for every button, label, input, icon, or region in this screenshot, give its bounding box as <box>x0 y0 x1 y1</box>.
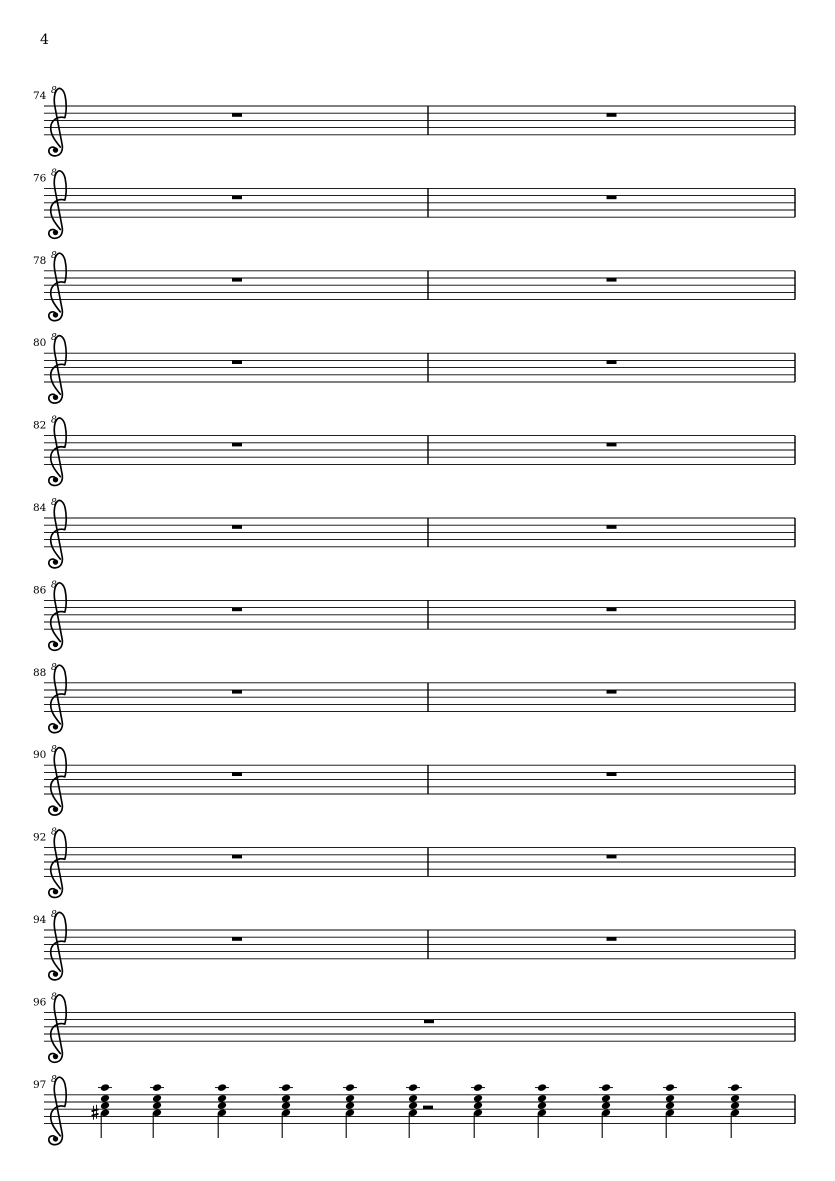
clef-shape <box>49 662 66 732</box>
notehead <box>665 1094 675 1103</box>
chord <box>279 1083 293 1138</box>
measure-number: 76 <box>33 172 47 185</box>
chord <box>92 1083 113 1138</box>
notehead <box>100 1083 110 1092</box>
staff-system <box>33 910 795 980</box>
whole-rest <box>232 278 242 282</box>
notehead <box>665 1083 675 1092</box>
clef-dot <box>53 1136 58 1141</box>
half-rest <box>423 1106 433 1110</box>
whole-rest <box>424 1020 434 1024</box>
whole-rest <box>607 855 617 859</box>
measure-number: 86 <box>33 584 47 597</box>
treble-8va-clef-icon <box>49 415 66 485</box>
notehead <box>537 1083 547 1092</box>
whole-rest <box>232 113 242 117</box>
whole-rest <box>232 196 242 200</box>
whole-rest <box>607 937 617 941</box>
whole-rest <box>232 443 242 447</box>
octave-mark: 8 <box>51 662 57 673</box>
whole-rest <box>232 608 242 612</box>
clef-dot <box>53 807 58 812</box>
clef-shape <box>49 88 66 155</box>
staff-system <box>33 333 795 403</box>
chord <box>471 1083 485 1138</box>
notehead <box>152 1083 162 1092</box>
octave-mark: 8 <box>51 580 57 591</box>
staff-system <box>33 251 795 321</box>
sharp-icon <box>92 1105 99 1120</box>
notehead <box>345 1101 355 1110</box>
treble-8va-clef-icon <box>49 583 66 650</box>
notehead <box>473 1101 483 1110</box>
octave-mark: 8 <box>51 168 57 179</box>
notehead <box>281 1094 291 1103</box>
notehead <box>730 1083 740 1092</box>
whole-rest <box>232 937 242 941</box>
notehead <box>408 1083 418 1092</box>
octave-mark: 8 <box>51 910 57 920</box>
octave-mark: 8 <box>51 333 57 344</box>
clef-dot <box>53 230 58 235</box>
chord <box>343 1083 357 1138</box>
whole-rest <box>607 360 617 364</box>
notehead <box>537 1094 547 1103</box>
notehead <box>730 1094 740 1103</box>
whole-rest <box>607 113 617 117</box>
treble-8va-clef-icon <box>49 995 66 1062</box>
notehead <box>217 1083 227 1092</box>
chord <box>663 1083 677 1138</box>
clef-dot <box>53 312 58 317</box>
clef-dot <box>53 147 58 152</box>
notehead <box>408 1101 418 1110</box>
notehead <box>473 1094 483 1103</box>
notehead <box>281 1083 291 1092</box>
clef-dot <box>53 889 58 894</box>
staff-system <box>33 168 795 238</box>
sharp-stroke <box>92 1114 99 1116</box>
staff-system <box>33 745 795 815</box>
staff-system <box>33 86 795 156</box>
measure-number: 97 <box>33 1078 47 1091</box>
measure-number: 78 <box>33 254 47 267</box>
notehead <box>100 1094 110 1103</box>
notehead <box>100 1101 110 1110</box>
clef-dot <box>53 724 58 729</box>
octave-mark: 8 <box>51 250 57 261</box>
whole-rest <box>232 690 242 694</box>
whole-rest <box>232 360 242 364</box>
octave-mark: 8 <box>51 415 57 426</box>
clef-dot <box>53 1054 58 1059</box>
whole-rest <box>232 525 242 529</box>
treble-8va-clef-icon <box>49 1074 66 1144</box>
whole-rest <box>607 608 617 612</box>
notehead <box>665 1101 675 1110</box>
notehead <box>473 1083 483 1092</box>
whole-rest <box>232 855 242 859</box>
staff-system <box>33 498 795 568</box>
octave-mark: 8 <box>51 498 57 508</box>
octave-mark: 8 <box>51 827 57 838</box>
clef-shape <box>49 336 66 403</box>
treble-8va-clef-icon <box>49 250 66 320</box>
clef-dot <box>53 477 58 482</box>
clef-shape <box>49 415 66 485</box>
whole-rest <box>607 278 617 282</box>
chord <box>535 1083 549 1138</box>
notehead <box>601 1094 611 1103</box>
chord <box>406 1083 420 1138</box>
whole-rest <box>607 196 617 200</box>
clef-shape <box>49 1074 66 1144</box>
clef-shape <box>49 250 66 320</box>
measure-number: 88 <box>33 666 47 679</box>
staff-system <box>33 1075 795 1145</box>
treble-8va-clef-icon <box>49 912 66 979</box>
octave-mark: 8 <box>51 86 57 96</box>
whole-rest <box>607 690 617 694</box>
notehead <box>217 1094 227 1103</box>
measure-number: 94 <box>33 914 47 926</box>
whole-rest <box>607 772 617 776</box>
notehead <box>281 1101 291 1110</box>
measure-number: 96 <box>33 996 47 1009</box>
treble-8va-clef-icon <box>49 336 66 403</box>
notehead <box>345 1094 355 1103</box>
clef-shape <box>49 748 66 815</box>
clef-shape <box>49 912 66 979</box>
notehead <box>152 1101 162 1110</box>
treble-8va-clef-icon <box>49 827 66 897</box>
notehead <box>601 1083 611 1092</box>
measure-number: 74 <box>33 90 47 102</box>
whole-rest <box>607 443 617 447</box>
treble-8va-clef-icon <box>49 171 66 238</box>
chord <box>215 1083 229 1138</box>
notehead <box>730 1101 740 1110</box>
measure-number: 82 <box>33 419 47 432</box>
notehead <box>601 1101 611 1110</box>
clef-dot <box>53 642 58 647</box>
staff-system <box>33 416 795 486</box>
staff-system <box>33 663 795 733</box>
octave-mark: 8 <box>51 745 57 756</box>
measure-number: 80 <box>33 337 47 350</box>
measure-number: 84 <box>33 502 47 514</box>
octave-mark: 8 <box>51 1074 57 1085</box>
chord <box>599 1083 613 1138</box>
octave-mark: 8 <box>51 992 57 1003</box>
clef-shape <box>49 995 66 1062</box>
chord <box>728 1083 742 1138</box>
clef-dot <box>53 559 58 564</box>
clef-shape <box>49 171 66 238</box>
notehead <box>537 1101 547 1110</box>
whole-rest <box>607 525 617 529</box>
notehead <box>408 1094 418 1103</box>
page-number: 4 <box>40 32 49 48</box>
notehead <box>345 1083 355 1092</box>
measure-number: 90 <box>33 749 47 762</box>
staff-system <box>33 992 795 1062</box>
clef-shape <box>49 583 66 650</box>
notehead <box>217 1101 227 1110</box>
treble-8va-clef-icon <box>49 662 66 732</box>
whole-rest <box>232 772 242 776</box>
notehead <box>152 1094 162 1103</box>
clef-dot <box>53 395 58 400</box>
clef-shape <box>49 827 66 897</box>
clef-shape <box>49 500 66 567</box>
staff-system <box>33 580 795 650</box>
treble-8va-clef-icon <box>49 500 66 567</box>
clef-dot <box>53 971 58 976</box>
treble-8va-clef-icon <box>49 88 66 155</box>
measure-number: 92 <box>33 831 47 844</box>
treble-8va-clef-icon <box>49 748 66 815</box>
chord <box>150 1083 164 1138</box>
staff-system <box>33 828 795 898</box>
